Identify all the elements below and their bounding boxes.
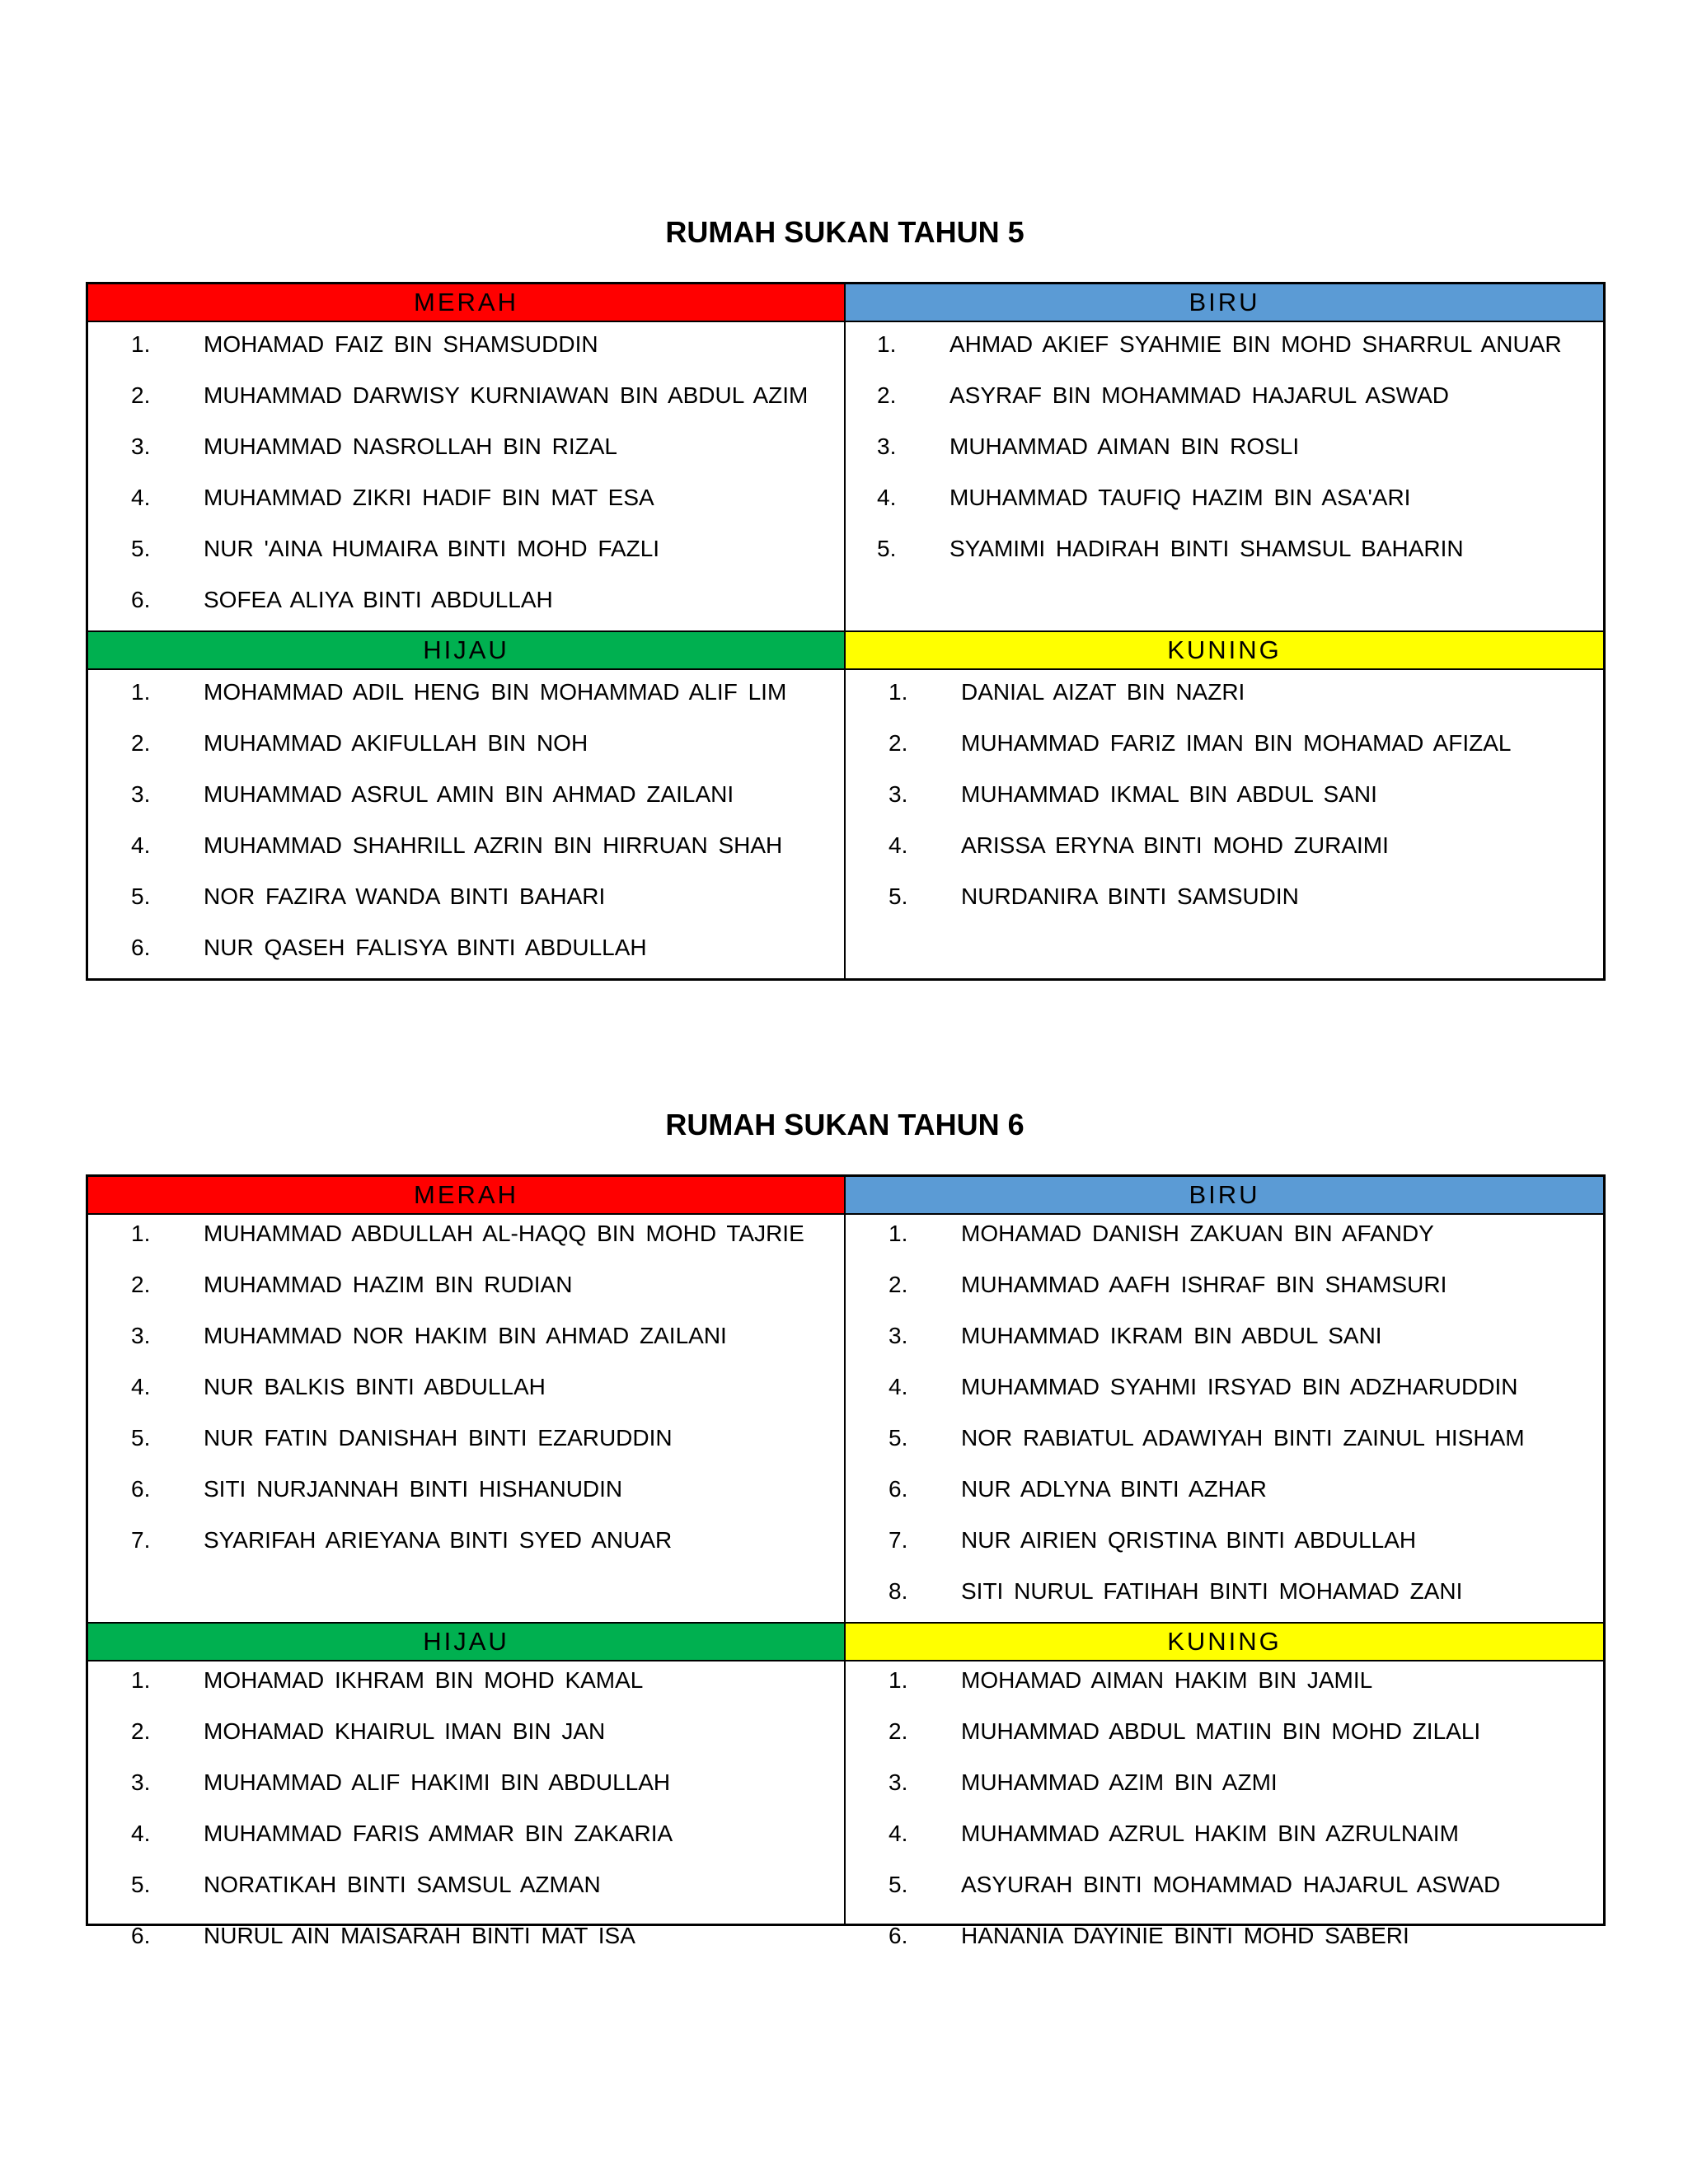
list-item (88, 1718, 844, 1769)
list-item (846, 1871, 1603, 1922)
item-number: 8. (889, 1578, 908, 1604)
item-number: 5. (131, 1872, 151, 1897)
item-number: 2. (889, 1718, 908, 1744)
item-number: 6. (889, 1923, 908, 1948)
item-number: 5. (889, 883, 908, 909)
list-item (88, 1220, 844, 1271)
item-number: 6. (131, 935, 151, 960)
member-name: NUR BALKIS BINTI ABDULLAH (204, 1374, 546, 1399)
house-merah (88, 284, 846, 630)
list-item (88, 1666, 844, 1718)
house-grid (86, 1174, 1606, 1948)
member-name: MOHAMAD AIMAN HAKIM BIN JAMIL (961, 1667, 1373, 1693)
member-name: MOHAMAD IKHRAM BIN MOHD KAMAL (204, 1667, 644, 1693)
member-name: MUHAMMAD ALIF HAKIMI BIN ABDULLAH (204, 1769, 671, 1795)
member-name: DANIAL AIZAT BIN NAZRI (961, 679, 1245, 705)
member-name: MUHAMMAD FARIZ IMAN BIN MOHAMAD AFIZAL (961, 730, 1512, 756)
item-number: 5. (877, 536, 897, 561)
house-header-merah: MERAH (88, 1177, 844, 1215)
item-number: 5. (131, 883, 151, 909)
member-name: MUHAMMAD AIMAN BIN ROSLI (950, 434, 1300, 459)
member-name: ASYRAF BIN MOHAMMAD HAJARUL ASWAD (950, 382, 1450, 408)
item-number: 1. (889, 679, 908, 705)
list-item (88, 1820, 844, 1871)
item-number: 4. (889, 832, 908, 858)
member-name: MUHAMMAD AZIM BIN AZMI (961, 1769, 1278, 1795)
item-number: 2. (131, 1272, 151, 1297)
item-number: 2. (131, 730, 151, 756)
list-item (846, 1820, 1603, 1871)
item-number: 3. (131, 1769, 151, 1795)
member-name: MUHAMMAD SHAHRILL AZRIN BIN HIRRUAN SHAH (204, 832, 783, 858)
member-name: MOHAMAD DANISH ZAKUAN BIN AFANDY (961, 1221, 1434, 1246)
house-hijau (88, 630, 846, 978)
member-name: MUHAMMAD ABDULLAH AL-HAQQ BIN MOHD TAJRIE (204, 1221, 804, 1246)
list-item (88, 484, 844, 535)
member-name: MUHAMMAD AZRUL HAKIM BIN AZRULNAIM (961, 1821, 1459, 1846)
house-header-kuning: KUNING (846, 632, 1603, 670)
member-name: MUHAMMAD AAFH ISHRAF BIN SHAMSURI (961, 1272, 1447, 1297)
member-name: MUHAMMAD TAUFIQ HAZIM BIN ASA'ARI (950, 485, 1411, 510)
member-name: MUHAMMAD NOR HAKIM BIN AHMAD ZAILANI (204, 1323, 727, 1348)
list-item (88, 1769, 844, 1820)
item-number: 6. (889, 1476, 908, 1502)
member-list (846, 1215, 1603, 1629)
item-number: 4. (877, 485, 897, 510)
item-number: 2. (131, 1718, 151, 1744)
item-number: 3. (877, 434, 897, 459)
member-list (88, 670, 844, 985)
member-name: MOHAMAD FAIZ BIN SHAMSUDDIN (204, 331, 598, 357)
member-name: MUHAMMAD ZIKRI HADIF BIN MAT ESA (204, 485, 654, 510)
member-name: MUHAMMAD NASROLLAH BIN RIZAL (204, 434, 617, 459)
item-number: 3. (889, 781, 908, 807)
member-name: MUHAMMAD ASRUL AMIN BIN AHMAD ZAILANI (204, 781, 734, 807)
member-name: NORATIKAH BINTI SAMSUL AZMAN (204, 1872, 601, 1897)
list-item (88, 1526, 844, 1577)
member-name: MUHAMMAD DARWISY KURNIAWAN BIN ABDUL AZIM (204, 382, 809, 408)
house-biru (846, 1177, 1603, 1622)
item-number: 4. (131, 1374, 151, 1399)
item-number: 1. (131, 1221, 151, 1246)
list-item (88, 330, 844, 382)
item-number: 3. (131, 434, 151, 459)
item-number: 3. (889, 1323, 908, 1348)
list-item (846, 883, 1603, 934)
list-item (88, 1475, 844, 1526)
item-number: 6. (131, 587, 151, 612)
list-item (846, 1322, 1603, 1373)
list-item (846, 832, 1603, 883)
list-item (846, 678, 1603, 729)
item-number: 5. (889, 1872, 908, 1897)
member-name: NOR RABIATUL ADAWIYAH BINTI ZAINUL HISHAM (961, 1425, 1525, 1451)
list-item (846, 1424, 1603, 1475)
list-item (88, 1322, 844, 1373)
list-item (88, 433, 844, 484)
item-number: 2. (877, 382, 897, 408)
item-number: 7. (889, 1527, 908, 1553)
house-header-merah: MERAH (88, 284, 844, 322)
list-item (846, 1922, 1603, 1973)
item-number: 6. (131, 1476, 151, 1502)
list-item (846, 382, 1603, 433)
list-item (846, 1526, 1603, 1577)
list-item (846, 729, 1603, 780)
item-number: 4. (131, 1821, 151, 1846)
list-item (846, 330, 1603, 382)
list-item (88, 934, 844, 985)
list-item (846, 535, 1603, 586)
member-name: NURDANIRA BINTI SAMSUDIN (961, 883, 1299, 909)
house-header-kuning: KUNING (846, 1624, 1603, 1661)
list-item (88, 535, 844, 586)
member-name: MUHAMMAD HAZIM BIN RUDIAN (204, 1272, 573, 1297)
house-header-biru: BIRU (846, 1177, 1603, 1215)
item-number: 5. (131, 536, 151, 561)
item-number: 3. (131, 781, 151, 807)
house-header-hijau: HIJAU (88, 632, 844, 670)
list-item (88, 883, 844, 934)
house-kuning (846, 1622, 1603, 1948)
item-number: 2. (889, 730, 908, 756)
member-list (88, 1661, 844, 1973)
member-list (88, 322, 844, 637)
member-name: NUR QASEH FALISYA BINTI ABDULLAH (204, 935, 647, 960)
member-name: ARISSA ERYNA BINTI MOHD ZURAIMI (961, 832, 1389, 858)
member-name: MUHAMMAD ABDUL MATIIN BIN MOHD ZILALI (961, 1718, 1481, 1744)
list-item (88, 586, 844, 637)
member-list (846, 1661, 1603, 1973)
list-item (88, 832, 844, 883)
member-name: AHMAD AKIEF SYAHMIE BIN MOHD SHARRUL ANUAR (950, 331, 1562, 357)
item-number: 6. (131, 1923, 151, 1948)
section-title: RUMAH SUKAN TAHUN 5 (665, 215, 1025, 249)
member-name: SITI NURUL FATIHAH BINTI MOHAMAD ZANI (961, 1578, 1463, 1604)
list-item (846, 1373, 1603, 1424)
house-kuning (846, 630, 1603, 978)
member-name: NUR ADLYNA BINTI AZHAR (961, 1476, 1267, 1502)
member-name: MUHAMMAD AKIFULLAH BIN NOH (204, 730, 588, 756)
list-item (88, 1871, 844, 1922)
list-item (88, 678, 844, 729)
member-name: NUR FATIN DANISHAH BINTI EZARUDDIN (204, 1425, 673, 1451)
member-name: MUHAMMAD IKMAL BIN ABDUL SANI (961, 781, 1377, 807)
item-number: 4. (889, 1374, 908, 1399)
member-name: MUHAMMAD SYAHMI IRSYAD BIN ADZHARUDDIN (961, 1374, 1518, 1399)
house-header-hijau: HIJAU (88, 1624, 844, 1661)
member-name: HANANIA DAYINIE BINTI MOHD SABERI (961, 1923, 1409, 1948)
member-list (88, 1215, 844, 1577)
item-number: 4. (131, 832, 151, 858)
list-item (846, 780, 1603, 832)
house-grid (86, 282, 1606, 981)
item-number: 3. (889, 1769, 908, 1795)
list-item (846, 1769, 1603, 1820)
member-name: ASYURAH BINTI MOHAMMAD HAJARUL ASWAD (961, 1872, 1501, 1897)
list-item (88, 1271, 844, 1322)
member-name: NUR 'AINA HUMAIRA BINTI MOHD FAZLI (204, 536, 660, 561)
item-number: 2. (889, 1272, 908, 1297)
list-item (88, 1424, 844, 1475)
member-name: MUHAMMAD FARIS AMMAR BIN ZAKARIA (204, 1821, 673, 1846)
list-item (88, 382, 844, 433)
member-name: MOHAMAD KHAIRUL IMAN BIN JAN (204, 1718, 606, 1744)
list-item (846, 1577, 1603, 1629)
member-name: SOFEA ALIYA BINTI ABDULLAH (204, 587, 553, 612)
item-number: 5. (889, 1425, 908, 1451)
item-number: 1. (889, 1221, 908, 1246)
member-list (846, 322, 1603, 586)
house-biru (846, 284, 1603, 630)
item-number: 1. (131, 331, 151, 357)
list-item (846, 484, 1603, 535)
list-item (88, 1922, 844, 1973)
list-item (88, 1373, 844, 1424)
list-item (88, 780, 844, 832)
member-list (846, 670, 1603, 934)
item-number: 1. (889, 1667, 908, 1693)
house-header-biru: BIRU (846, 284, 1603, 322)
list-item (846, 1718, 1603, 1769)
house-hijau (88, 1622, 846, 1948)
item-number: 1. (131, 679, 151, 705)
item-number: 7. (131, 1527, 151, 1553)
item-number: 1. (877, 331, 897, 357)
item-number: 4. (889, 1821, 908, 1846)
item-number: 4. (131, 485, 151, 510)
item-number: 3. (131, 1323, 151, 1348)
member-name: SYARIFAH ARIEYANA BINTI SYED ANUAR (204, 1527, 673, 1553)
member-name: NOR FAZIRA WANDA BINTI BAHARI (204, 883, 606, 909)
list-item (846, 1475, 1603, 1526)
item-number: 5. (131, 1425, 151, 1451)
item-number: 2. (131, 382, 151, 408)
section-title: RUMAH SUKAN TAHUN 6 (665, 1108, 1025, 1141)
member-name: MUHAMMAD IKRAM BIN ABDUL SANI (961, 1323, 1382, 1348)
list-item (88, 729, 844, 780)
house-merah (88, 1177, 846, 1622)
member-name: MOHAMMAD ADIL HENG BIN MOHAMMAD ALIF LIM (204, 679, 787, 705)
list-item (846, 1220, 1603, 1271)
list-item (846, 433, 1603, 484)
member-name: NURUL AIN MAISARAH BINTI MAT ISA (204, 1923, 635, 1948)
list-item (846, 1271, 1603, 1322)
member-name: SYAMIMI HADIRAH BINTI SHAMSUL BAHARIN (950, 536, 1464, 561)
list-item (846, 1666, 1603, 1718)
member-name: NUR AIRIEN QRISTINA BINTI ABDULLAH (961, 1527, 1417, 1553)
item-number: 1. (131, 1667, 151, 1693)
member-name: SITI NURJANNAH BINTI HISHANUDIN (204, 1476, 623, 1502)
